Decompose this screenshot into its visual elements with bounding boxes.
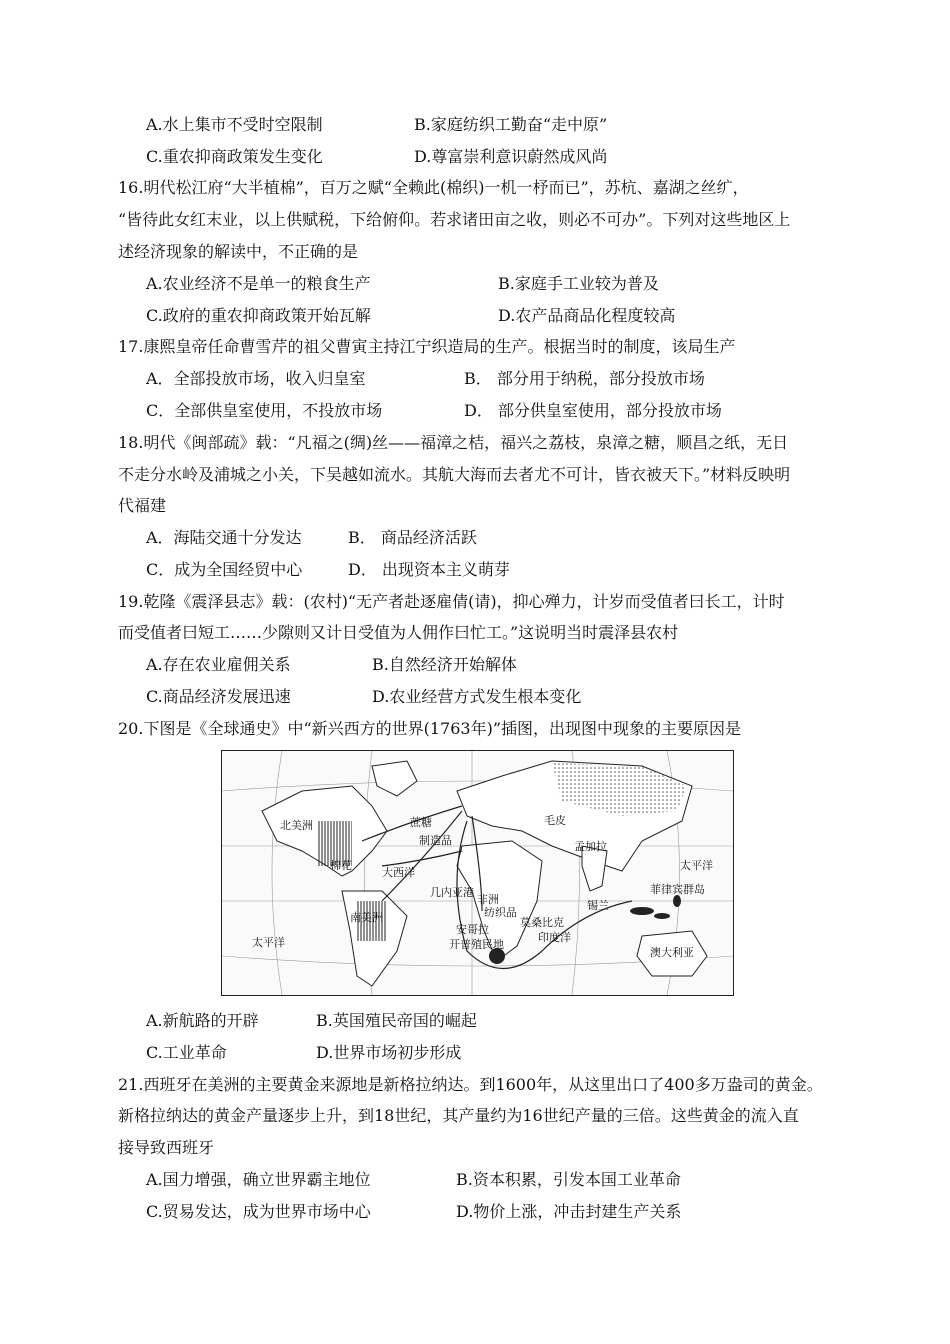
map-label-mozambique: 莫桑比克 (520, 916, 564, 929)
q19-stem-line-1: 19.乾隆《震泽县志》载：(农村)“无产者赴逐雇倩(请)，抑心殚力，计岁而受值者曰长工，计时 (118, 592, 785, 611)
q16-option-b: B.家庭手工业较为普及 (498, 274, 659, 293)
q18-stem-line-3: 代福建 (118, 496, 167, 515)
map-label-philippines: 菲律宾群岛 (650, 883, 705, 896)
q19-option-c: C.商品经济发展迅速 (146, 687, 291, 706)
q19-option-a: A.存在农业雇佣关系 (146, 655, 291, 674)
q19-option-d: D.农业经营方式发生根本变化 (372, 687, 582, 706)
map-label-ceylon: 锡兰 (587, 899, 609, 912)
q20-option-b: B.英国殖民帝国的崛起 (316, 1011, 477, 1030)
q18-option-c: C．成为全国经贸中心 (146, 560, 303, 579)
q17-option-a: A．全部投放市场，收入归皇室 (146, 369, 366, 388)
q21-option-b: B.资本积累，引发本国工业革命 (456, 1170, 681, 1189)
q21-option-a: A.国力增强，确立世界霸主地位 (146, 1170, 371, 1189)
q18-stem-line-2: 不走分水岭及浦城之小关，下吴越如流水。其航大海而去者尤不可计，皆衣被天下。”材料反映明 (118, 465, 791, 484)
q15-option-a: A.水上集市不受时空限制 (146, 115, 323, 134)
q20-stem-line-1: 20.下图是《全球通史》中“新兴西方的世界(1763年)”插图，出现图中现象的主要原因是 (118, 719, 742, 738)
map-label-atlantic: 大西洋 (382, 866, 415, 879)
q21-stem-line-1: 21.西班牙在美洲的主要黄金来源地是新格拉纳达。到1600年，从这里出口了400多万盎司的黄金。 (118, 1075, 823, 1094)
q17-stem-line-1: 17.康熙皇帝任命曹雪芹的祖父曹寅主持江宁织造局的生产。根据当时的制度，该局生产 (118, 337, 736, 356)
q18-option-b: B． 商品经济活跃 (348, 528, 477, 547)
map-label-guinea: 几内亚港 (430, 886, 474, 899)
map-label-cotton: 棉花 (330, 859, 352, 872)
world-trade-map (221, 750, 734, 996)
map-label-angola: 安哥拉 (456, 923, 489, 936)
map-label-cape: 开普殖民地 (449, 938, 504, 951)
q21-stem-line-2: 新格拉纳达的黄金产量逐步上升，到18世纪，其产量约为16世纪产量的三倍。这些黄金的流入直 (118, 1106, 799, 1125)
q17-option-d: D． 部分供皇室使用，部分投放市场 (464, 401, 722, 420)
q18-option-d: D． 出现资本主义萌芽 (348, 560, 510, 579)
q17-option-c: C．全部供皇室使用，不投放市场 (146, 401, 383, 420)
q16-option-a: A.农业经济不是单一的粮食生产 (146, 274, 371, 293)
q17-option-b: B． 部分用于纳税，部分投放市场 (464, 369, 705, 388)
q21-option-c: C.贸易发达，成为世界市场中心 (146, 1202, 371, 1221)
map-label-pacific-west: 太平洋 (252, 936, 285, 949)
q19-stem-line-2: 而受值者曰短工……少隙则又计日受值为人佣作曰忙工。”这说明当时震泽县农村 (118, 623, 679, 642)
q20-option-c: C.工业革命 (146, 1043, 227, 1062)
q15-option-c: C.重农抑商政策发生变化 (146, 147, 323, 166)
map-label-fur: 毛皮 (544, 814, 566, 827)
q16-stem-line-2: “皆待此女红末业，以上供赋税，下给俯仰。若求诸田亩之收，则必不可办”。下列对这些地区上 (118, 210, 791, 229)
q18-option-a: A．海陆交通十分发达 (146, 528, 302, 547)
map-label-pacific-east: 太平洋 (680, 859, 713, 872)
q15-option-b: B.家庭纺织工勤奋“走中原” (414, 115, 608, 134)
q16-option-d: D.农产品商品化程度较高 (498, 306, 676, 325)
q21-stem-line-3: 接导致西班牙 (118, 1138, 215, 1157)
map-label-australia: 澳大利亚 (650, 946, 694, 959)
q15-option-d: D.尊富崇利意识蔚然成风尚 (414, 147, 608, 166)
map-label-africa: 非洲 (477, 893, 499, 906)
map-label-north-america: 北美洲 (280, 819, 313, 832)
map-label-textile: 纺织品 (484, 906, 517, 919)
map-label-sugar: 蔗糖 (410, 816, 432, 829)
q20-option-d: D.世界市场初步形成 (316, 1043, 462, 1062)
q19-option-b: B.自然经济开始解体 (372, 655, 517, 674)
map-label-south-america: 南美洲 (350, 911, 383, 924)
q21-option-d: D.物价上涨，冲击封建生产关系 (456, 1202, 682, 1221)
q16-stem-line-1: 16.明代松江府“大半植棉”，百万之赋“全赖此(棉织)一机一杼而已”，苏杭、嘉湖之丝纩， (118, 178, 749, 197)
map-label-bengal: 孟加拉 (574, 840, 607, 853)
map-label-indian-ocean: 印度洋 (538, 931, 571, 944)
q16-stem-line-3: 述经济现象的解读中，不正确的是 (118, 242, 359, 261)
q20-option-a: A.新航路的开辟 (146, 1011, 259, 1030)
map-label-manufactures: 制造品 (419, 834, 452, 847)
q18-stem-line-1: 18.明代《闽部疏》载：“凡福之(绸)丝——福漳之桔，福兴之荔枝，泉漳之糖，顺昌之纸，无日 (118, 433, 789, 452)
q16-option-c: C.政府的重农抑商政策开始瓦解 (146, 306, 371, 325)
